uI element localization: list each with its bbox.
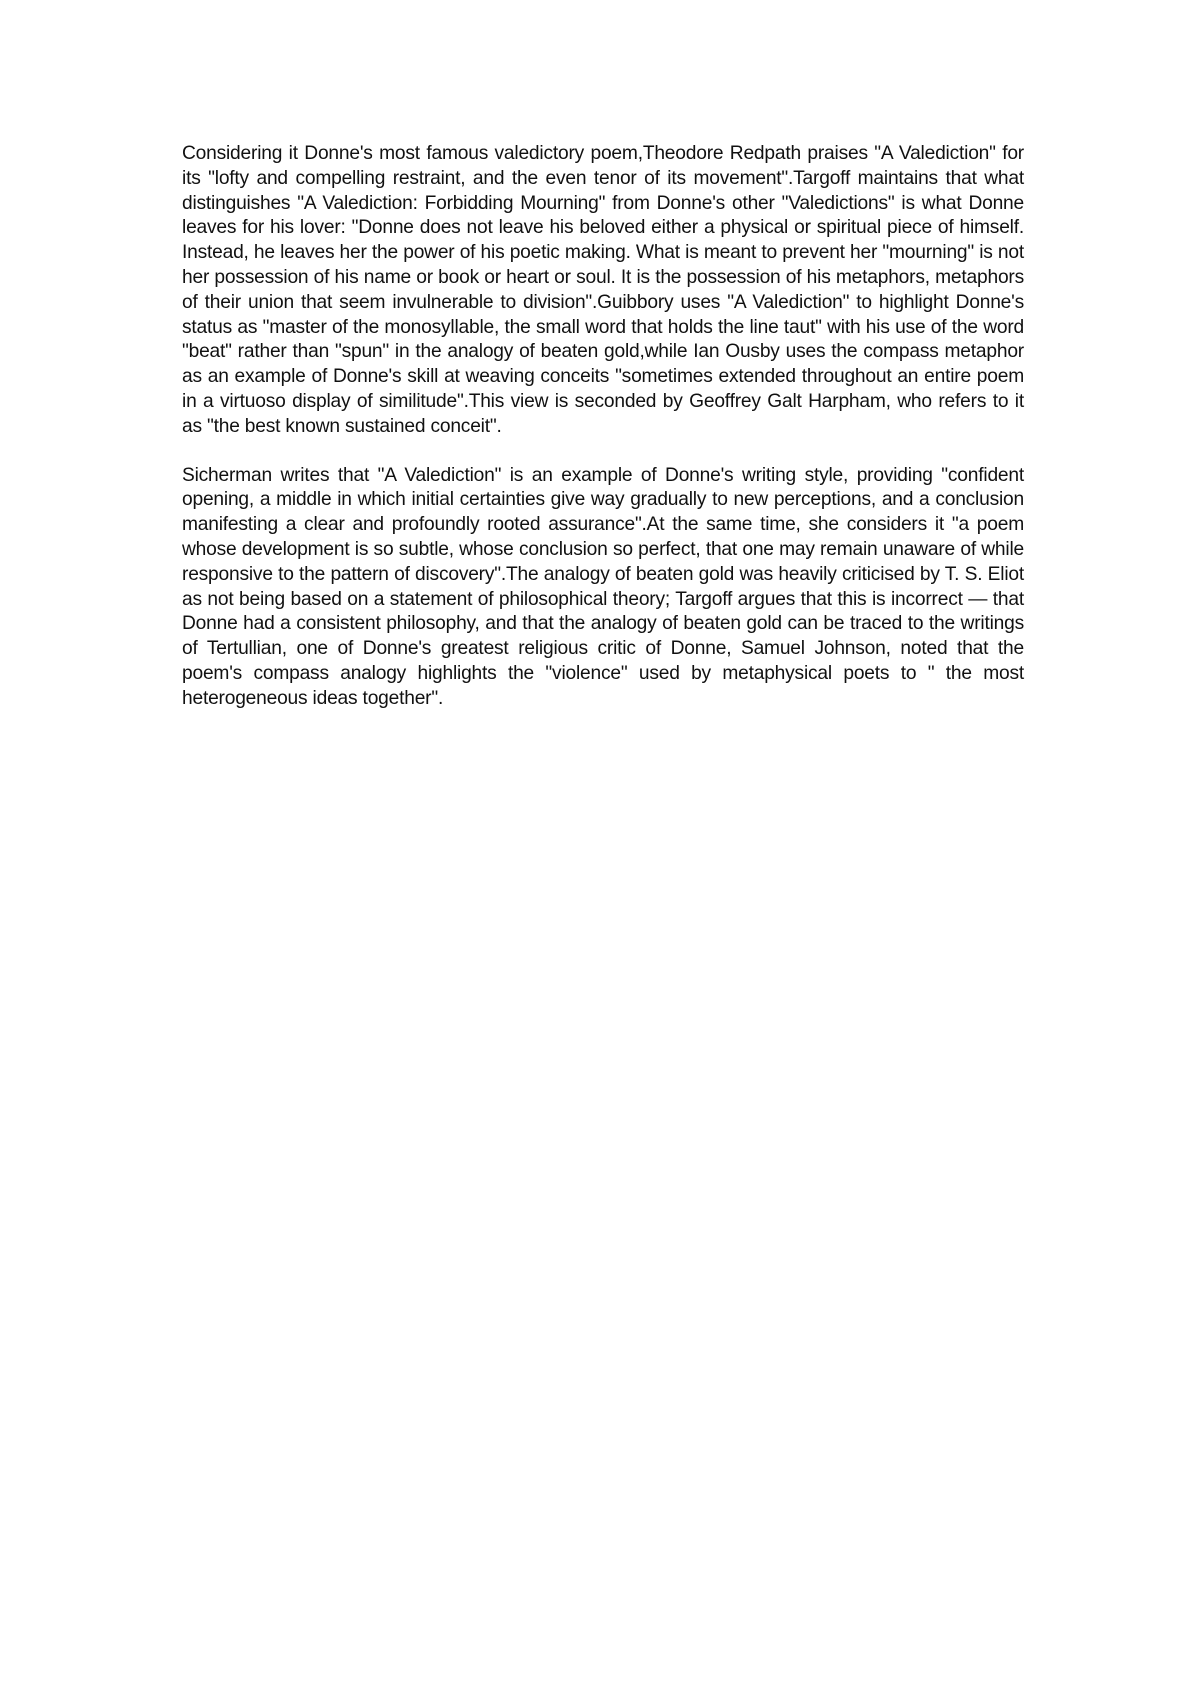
- paragraph-2: Sicherman writes that "A Valediction" is an example of Donne's writing style, providing "confident opening, a middle in which initial certainties give way gradually to new perceptions, and a conclusion manifesting a clear and profoundly rooted assurance".At the same time, she considers it "a poem whose development is so subtle, whose conclusion so perfect, that one may remain unaware of while responsive to the pattern of discovery".The analogy of beaten gold was heavily criticised by T. S. Eliot as not being based on a statement of philosophical theory; Targoff argues that this is incorrect — that Donne had a consistent philosophy, and that the analogy of beaten gold can be traced to the writings of Tertullian, one of Donne's greatest religious critic of Donne, Samuel Johnson, noted that the poem's compass analogy highlights the "violence" used by metaphysical poets to " the most heterogeneous ideas together".: [182, 464, 1024, 709]
- document-body: [182, 142, 1024, 712]
- paragraph-1: Considering it Donne's most famous valedictory poem,Theodore Redpath praises "A Valediction" for its "lofty and compelling restraint, and the even tenor of its movement".Targoff maintains that what distinguishes "A Valediction: Forbidding Mourning" from Donne's other "Valedictions" is what Donne leaves for his lover: "Donne does not leave his beloved either a physical or spiritual piece of himself. Instead, he leaves her the power of his poetic making. What is meant to prevent her "mourning" is not her possession of his name or book or heart or soul. It is the possession of his metaphors, metaphors of their union that seem invulnerable to division".Guibbory uses "A Valediction" to highlight Donne's status as "master of the monosyllable, the small word that holds the line taut" with his use of the word "beat" rather than "spun" in the analogy of beaten gold,while Ian Ousby uses the compass metaphor as an example of Donne's skill at weaving conceits "sometimes extended throughout an entire poem in a virtuoso display of similitude".This view is seconded by Geoffrey Galt Harpham, who refers to it as "the best known sustained conceit".: [182, 143, 1024, 437]
